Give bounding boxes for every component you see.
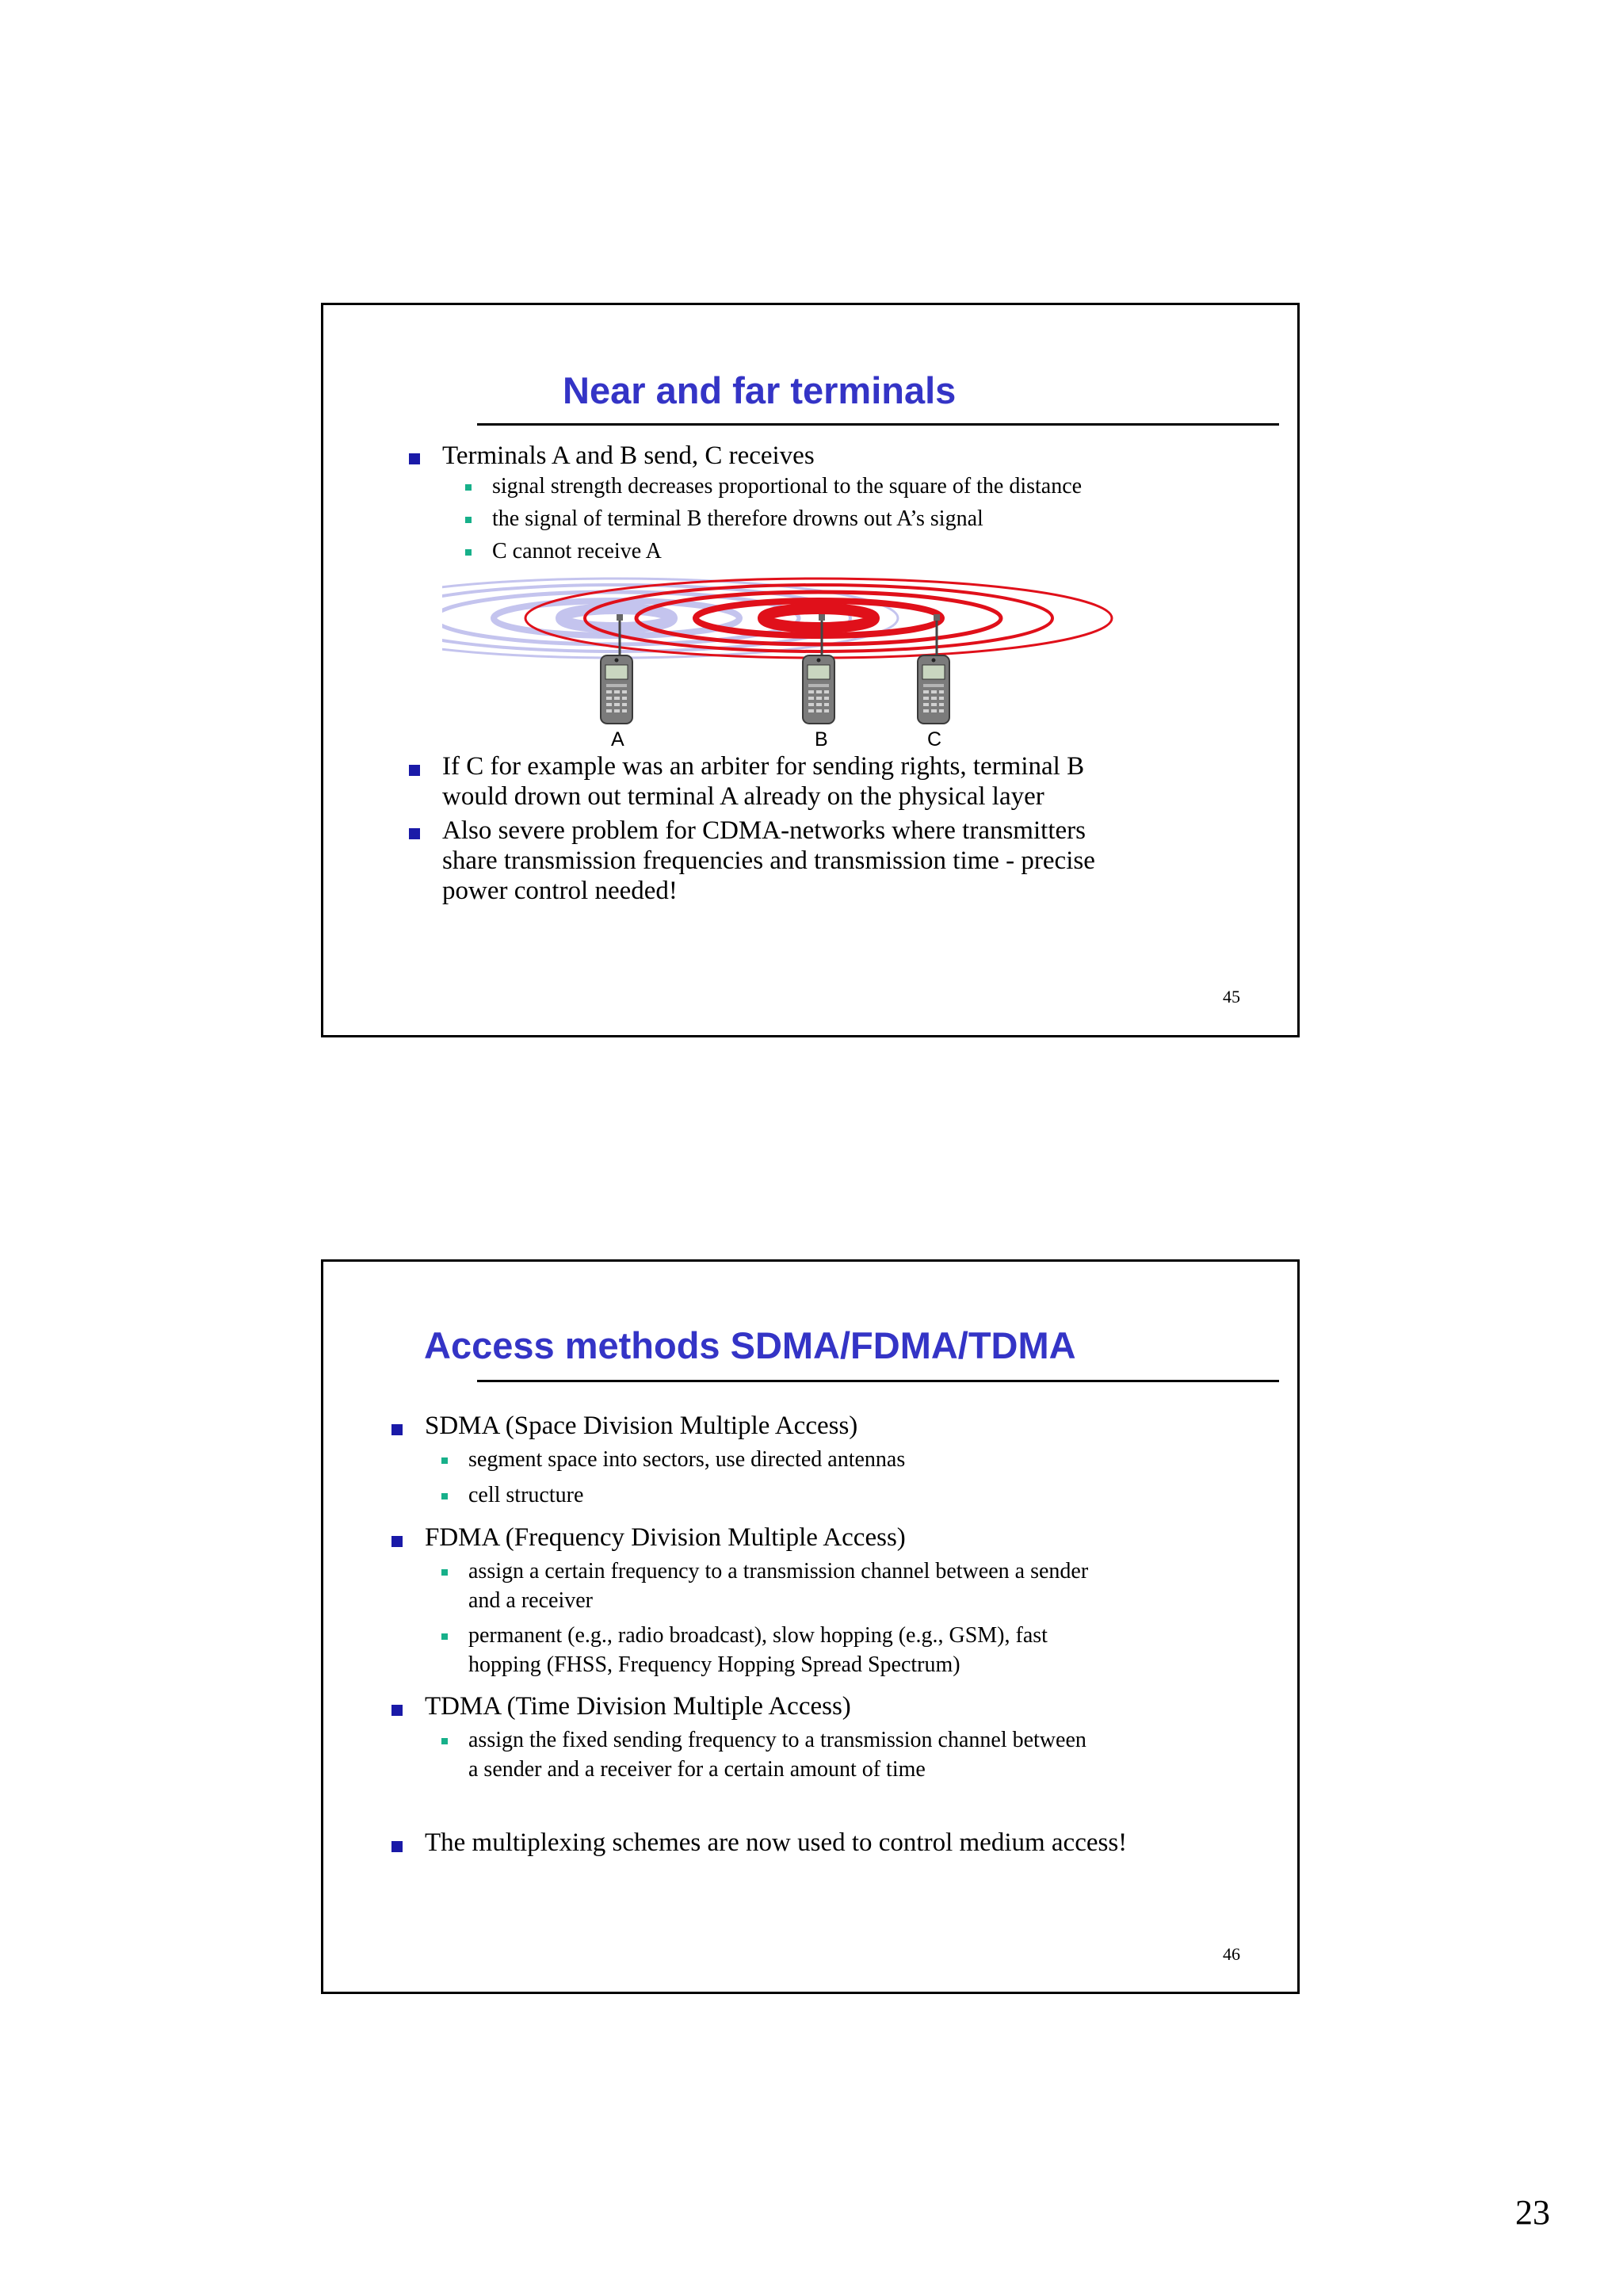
slide-title: Near and far terminals <box>563 369 957 411</box>
sub-bullet-text: the signal of terminal B therefore drowns out A’s signal <box>492 506 983 531</box>
sub-bullet-text: C cannot receive A <box>492 539 662 563</box>
sub-bullet-text-continued: hopping (FHSS, Frequency Hopping Spread Spectrum) <box>468 1652 960 1677</box>
bullet-text-continued: power control needed! <box>442 877 678 905</box>
sub-bullet-text-continued: and a receiver <box>468 1588 593 1613</box>
terminal-b-label: B <box>815 728 828 749</box>
slide-access-methods <box>321 1259 1300 1994</box>
title-underline <box>477 423 1279 426</box>
slide-near-far-terminals <box>321 303 1300 1037</box>
sub-bullet-marker <box>465 484 472 491</box>
sub-bullet-text-continued: a sender and a receiver for a certain amount of time <box>468 1757 926 1782</box>
bullet-marker <box>409 453 420 464</box>
bullet-text: Terminals A and B send, C receives <box>442 441 815 470</box>
bullet-text: TDMA (Time Division Multiple Access) <box>425 1692 851 1721</box>
sub-bullet-marker <box>465 517 472 523</box>
slide-page-number: 46 <box>1223 1944 1240 1964</box>
bullet-marker <box>391 1536 403 1547</box>
terminal-a-label: A <box>611 728 624 749</box>
bullet-marker <box>391 1705 403 1716</box>
sheet-page-number: 23 <box>1515 2193 1550 2232</box>
title-underline <box>477 1380 1279 1382</box>
bullet-text: Also severe problem for CDMA-networks where transmitters <box>442 816 1086 845</box>
sub-bullet-text: assign the fixed sending frequency to a transmission channel between <box>468 1728 1086 1752</box>
slide-title: Access methods SDMA/FDMA/TDMA <box>424 1324 1076 1366</box>
sub-bullet-text: assign a certain frequency to a transmission channel between a sender <box>468 1559 1089 1584</box>
sub-bullet-marker <box>441 1457 448 1464</box>
bullet-text-continued: would drown out terminal A already on the physical layer <box>442 782 1044 811</box>
sub-bullet-marker <box>441 1493 448 1499</box>
sub-bullet-marker <box>441 1738 448 1744</box>
bullet-marker <box>409 828 420 839</box>
bullet-text-continued: share transmission frequencies and transmission time - precise <box>442 846 1095 875</box>
sub-bullet-marker <box>441 1633 448 1640</box>
terminal-c-label: C <box>927 728 942 749</box>
bullet-marker <box>409 765 420 776</box>
slide-page-number: 45 <box>1223 987 1240 1007</box>
bullet-text: FDMA (Frequency Division Multiple Access) <box>425 1523 906 1552</box>
sub-bullet-text: permanent (e.g., radio broadcast), slow hopping (e.g., GSM), fast <box>468 1623 1048 1648</box>
sub-bullet-marker <box>441 1569 448 1576</box>
sub-bullet-text: segment space into sectors, use directed antennas <box>468 1447 906 1472</box>
bullet-marker <box>391 1841 403 1852</box>
near-far-diagram <box>442 575 1155 749</box>
bullet-marker <box>391 1424 403 1435</box>
sub-bullet-marker <box>465 549 472 556</box>
sub-bullet-text: signal strength decreases proportional to the square of the distance <box>492 474 1083 499</box>
bullet-text: The multiplexing schemes are now used to control medium access! <box>425 1828 1128 1857</box>
bullet-text: If C for example was an arbiter for sending rights, terminal B <box>442 752 1085 781</box>
sub-bullet-text: cell structure <box>468 1483 584 1507</box>
bullet-text: SDMA (Space Division Multiple Access) <box>425 1412 858 1440</box>
